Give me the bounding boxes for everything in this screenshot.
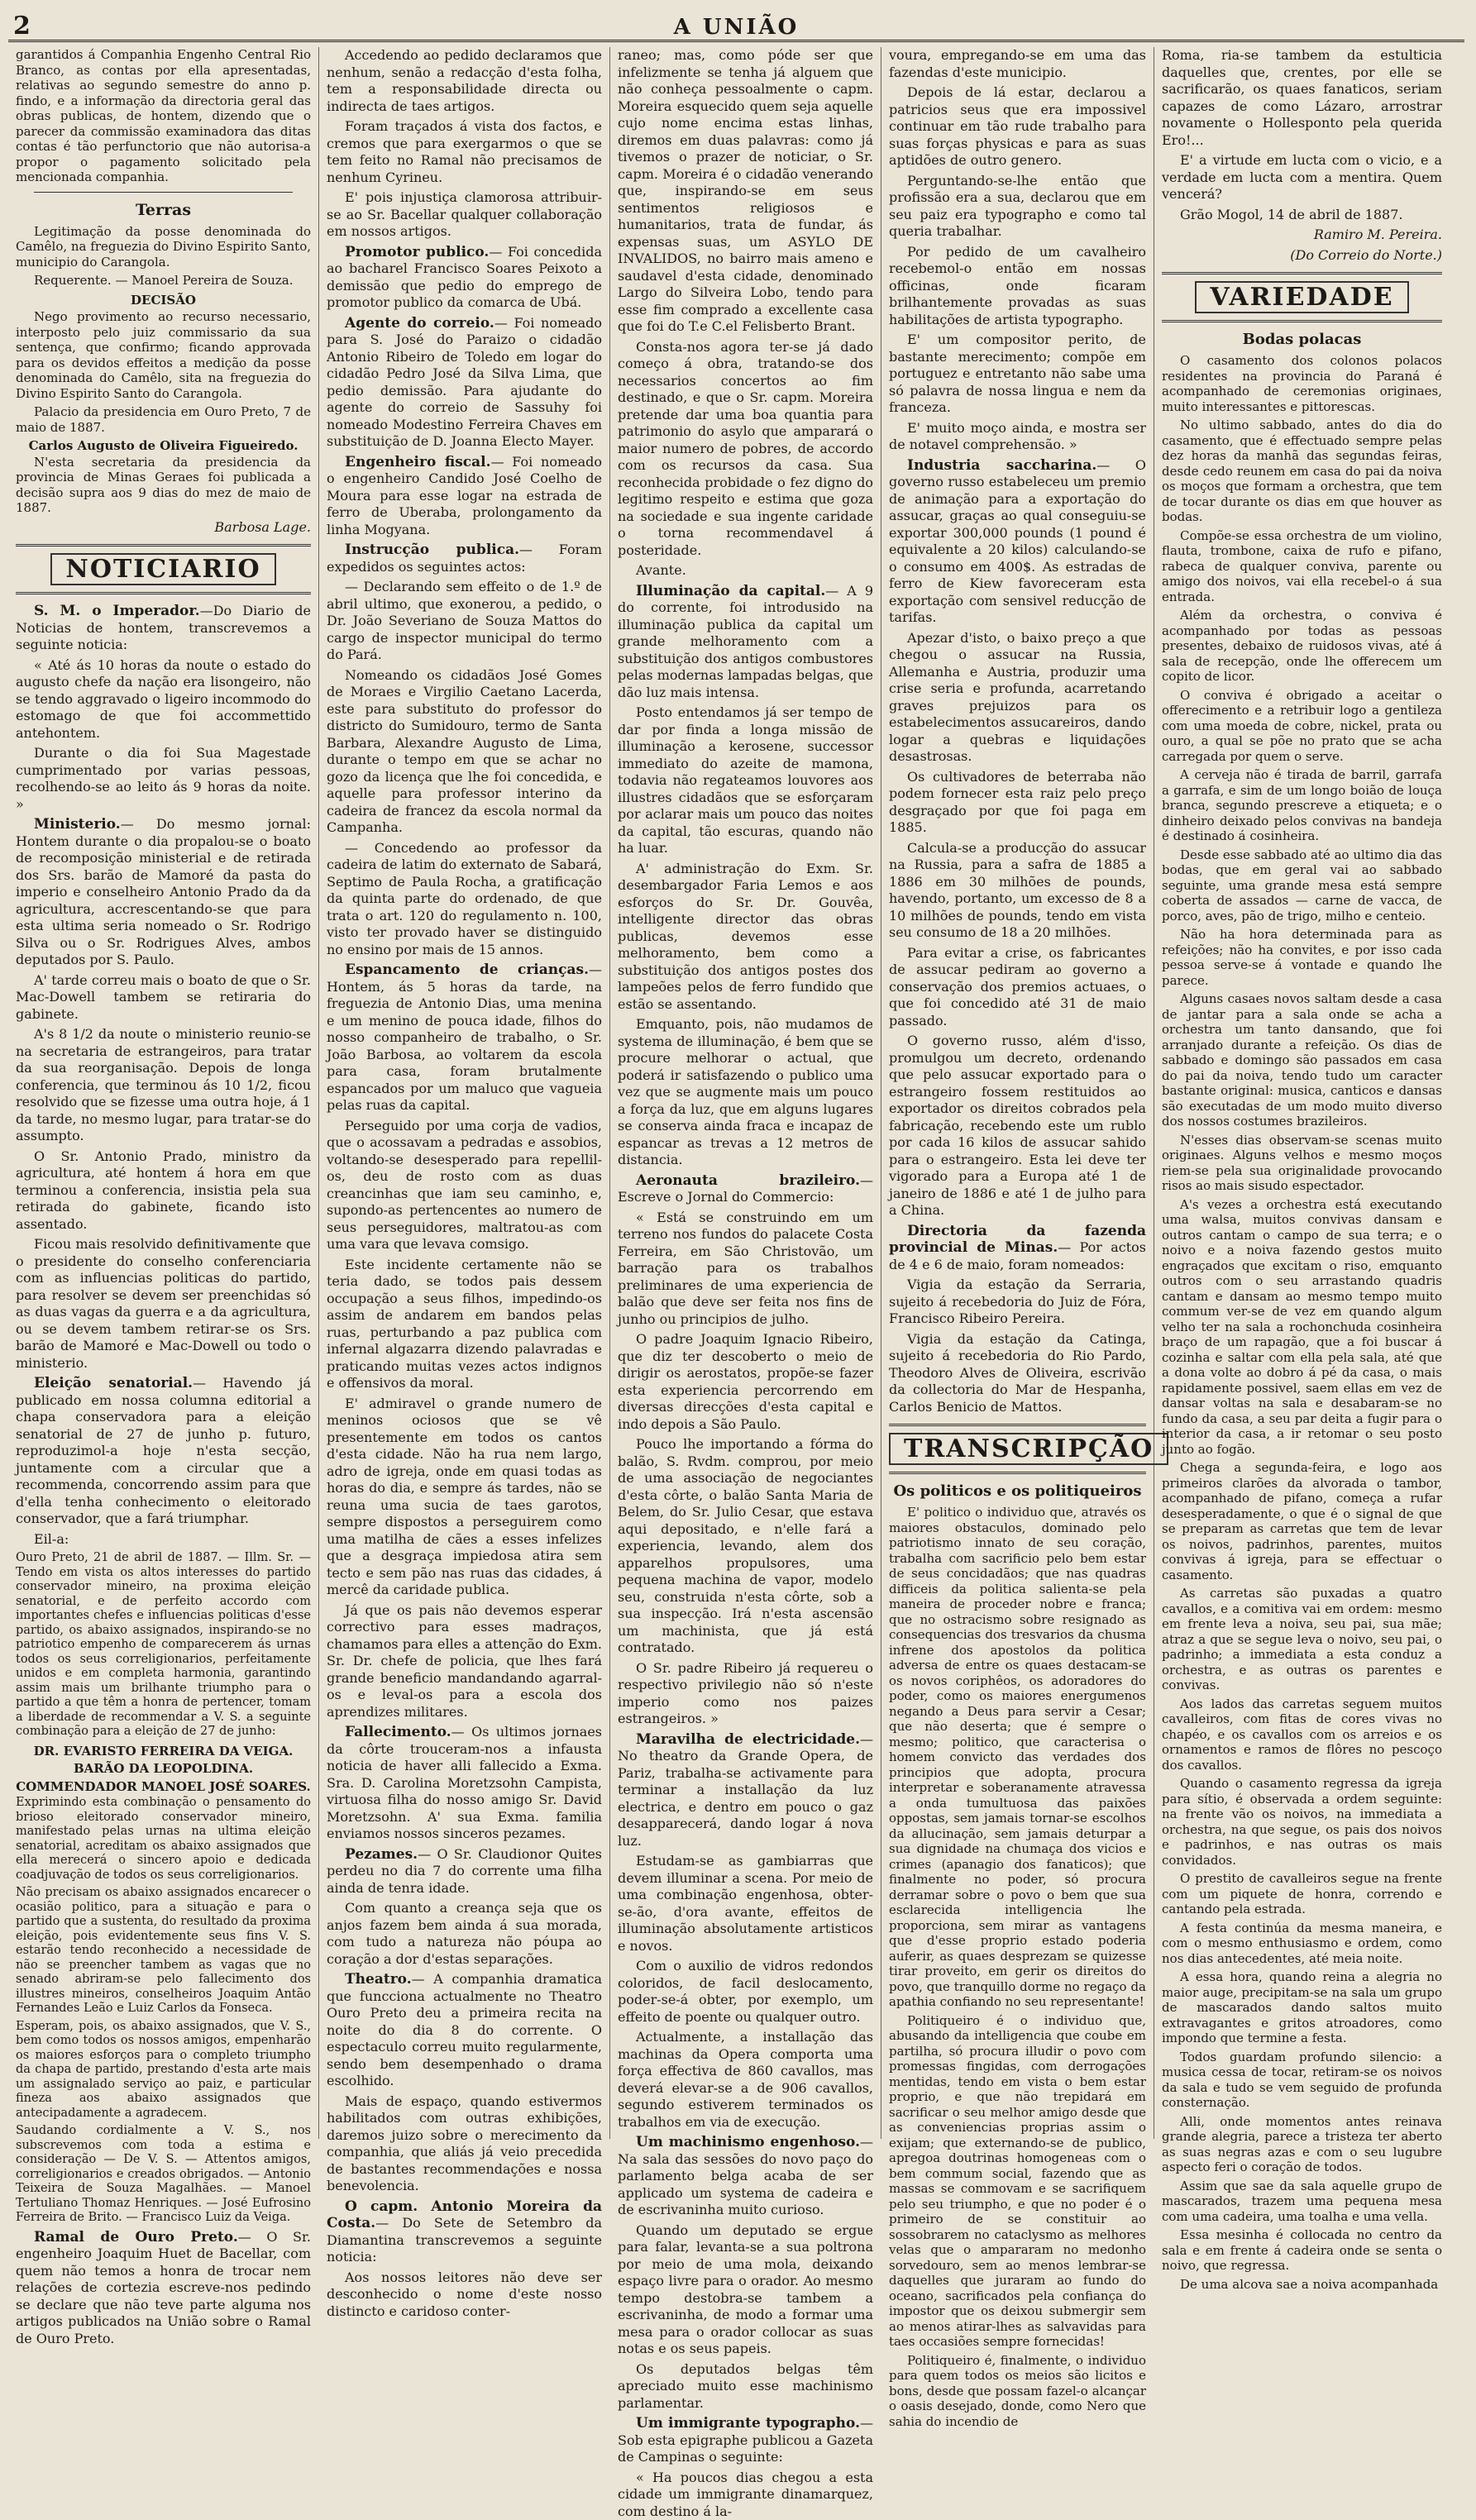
paragraph: Alguns casaes novos saltam desde a casa de jantar para a sala onde se acha a orchestra um tanto dansando, que foi arranjado durante a refeição. Os dias de sabbado e domingo são passados em casa do pai da noiva, tendo tudo um caracter bastante original: musica, canticos e dansas são executadas de um modo muito diverso dos nossos costumes brazileiros. (1162, 991, 1442, 1129)
article-title: Promotor publico. (345, 244, 489, 260)
paragraph: « Está se construindo em um terreno nos fundos do palacete Costa Ferreira, em São Christovão, um barração para os trabalhos preliminares de uma experiencia de balão que deve ser feita nos fins de junho ou principios de julho. (618, 1210, 873, 1329)
section-banner-variedade (1162, 272, 1442, 322)
section-banner-transcripcao (889, 1424, 1146, 1474)
article-text: — Do mesmo jornal: Hontem durante o dia propalou-se o boato de recomposição ministerial e de retirada dos Srs. barão de Mamoré da pasta do imperio e conselheiro Antonio Prado da da agricultura, accrescentando-se que para esta ultima seria nomeado o Sr. Rodrigo Silva ou o Sr. Rodrigues Alves, ambos deputados por S. Paulo. (16, 816, 311, 967)
paragraph: Emquanto, pois, não mudamos de systema de illuminação, é bem que se procure melhorar o actual, que poderá ir satisfazendo o publico uma vez que se augmente mais um pouco a força da luz, que em alguns lugares se conserva ainda fraca e incapaz de espancar as trevas a 12 metros de distancia. (618, 1016, 873, 1169)
paragraph: Vigia da estação da Serraria, sujeito á recebedoria do Juiz de Fóra, Francisco Ribeiro Pereira. (889, 1277, 1146, 1328)
article-heading: Bodas polacas (1162, 331, 1442, 348)
paragraph: Pouco lhe importando a fórma do balão, S. Rvdm. comprou, por meio de uma associação de negociantes d'esta côrte, o balão Santa Maria de Belem, do Sr. Julio Cesar, que estava aqui depositado, e n'elle fará a experiencia, levando, alem dos apparelhos propulsores, uma pequena machina de vapor, modelo seu, construida n'esta côrte, sob a sua inspecção. Irá n'esta ascensão um machinista, que já está contratado. (618, 1436, 873, 1657)
article-title: Directoria da fazenda provincial de Minas. (889, 1223, 1146, 1257)
paragraph: Apezar d'isto, o baixo preço a que chegou o assucar na Russia, Allemanha e Austria, produzir uma crise seria e profunda, acarretando graves prejuizos para os estabelecimentos assucareiros, dando logar a quebras e liquidações desastrosas. (889, 630, 1146, 766)
candidate-name: BARÃO DA LEOPOLDINA. (16, 1760, 311, 1778)
signature: Carlos Augusto de Oliveira Figueiredo. (16, 438, 311, 454)
paragraph: Estudam-se as gambiarras que devem illuminar a scena. Por meio de uma combinação engenhosa, obter-se-ão, d'ora avante, effeitos de illuminação absolutamente artisticos e novos. (618, 1853, 873, 1954)
article-heading: Os politicos e os politiqueiros (889, 1482, 1146, 1500)
paragraph: Aos nossos leitores não deve ser desconhecido o nome d'este nosso distincto e caridoso conter- (327, 2269, 602, 2321)
columns (8, 47, 1464, 2139)
paragraph: Este incidente certamente não se teria dado, se todos pais dessem occupação a seus filhos, impedindo-os assim de andarem em bandos pelas ruas, perturbando a paz publica com infernal algazarra dizendo palavradas e praticando muitas vezes actos indignos e offensivos da moral. (327, 1257, 602, 1392)
paragraph: « Ha poucos dias chegou a esta cidade um immigrante dinamarquez, com destino á la- (618, 2470, 873, 2520)
paragraph: Quando um deputado se ergue para falar, levanta-se a sua poltrona por meio de uma mola, deixando espaço livre para o orador. Ao mesmo tempo destobra-se tambem a escrivaninha, de modo a formar uma mesa para o orador collocar as suas notas e os seus papeis. (618, 2222, 873, 2358)
article-title: Um machinismo engenhoso. (636, 2134, 860, 2150)
article-title: Pezames. (345, 1846, 418, 1863)
paragraph: Politiqueiro é, finalmente, o individuo para quem todos os meios são licitos e bons, desde que possam fazel-o alcançar o oasis desejado, donde, como Nero que sahia do incendio de (889, 2353, 1146, 2430)
article-title: Espancamento de crianças. (345, 962, 589, 978)
paragraph: Palacio da presidencia em Ouro Preto, 7 de maio de 1887. (16, 404, 311, 435)
article-text: — O Sr. Claudionor Quites perdeu no dia 7 do corrente uma filha ainda de tenra idade. (327, 1846, 602, 1896)
column-4 (881, 47, 1154, 2139)
paragraph: Aos lados das carretas seguem muitos cavalleiros, com fitas de cores vivas no chapéo, e os cavallos com os arreios e os ornamentos e ramos de flôres no pescoço dos cavallos. (1162, 1697, 1442, 1773)
paragraph: Chega a segunda-feira, e logo aos primeiros clarões da alvorada o tambor, acompanhado de pifano, começa a rufar desesperadamente, o que é o signal de que se preparam as carretas que tem de levar os noivos, padrinhos, parentes, muitos convivas á igreja, para se effectuar o casamento. (1162, 1460, 1442, 1582)
article-text: — Foi concedida ao bacharel Francisco Soares Peixoto a demissão que pedio do emprego de promotor publico da comarca de Ubá. (327, 244, 602, 311)
paragraph: Saudando cordialmente a V. S., nos subscrevemos com toda a estima e consideração — De V. S. — Attentos amigos, correligionarios e creados obrigados. — Antonio Teixeira de Souza Magalhães. — Manoel Tertuliano Thomaz Henriques. — José Eufrosino Ferreira de Brito. — Francisco Luiz da Veiga. (16, 2124, 311, 2226)
paragraph: Grão Mogol, 14 de abril de 1887. (1162, 207, 1442, 224)
paragraph: Avante. (618, 562, 873, 580)
paragraph: Posto entendamos já ser tempo de dar por finda a longa missão de illuminação a kerosene, successor immediato do azeite de mamona, todavia não regateamos louvores aos illustres cidadãos que se esforçaram por aclarar mais um pouco das noites da capital, tão escuras, quando não ha luar. (618, 704, 873, 857)
paragraph: No ultimo sabbado, antes do dia do casamento, que é effectuado sempre pelas dez horas da manhã das segundas feiras, desde cedo reunem em casa do pai da noiva os moços que formam a orchestra, que tem de tocar durante os dias em que houver as bodas. (1162, 418, 1442, 525)
banner-title: TRANSCRIPÇÃO (889, 1433, 1168, 1465)
paragraph: As carretas são puxadas a quatro cavallos, e a comitiva vai em ordem: mesmo em frente leva a noiva, seu pai, sua mãe; atraz a que se segue leva o noivo, seu pai, o padrinho; a immediata a esta conduz a orchestra, e as outras os parentes e convivas. (1162, 1586, 1442, 1693)
paragraph: E' pois injustiça clamorosa attribuir-se ao Sr. Bacellar qualquer collaboração em nossos artigos. (327, 189, 602, 241)
article-title: Theatro. (345, 1971, 412, 1988)
article-title: Aeronauta brazileiro. (636, 1172, 860, 1189)
candidate-name: DR. EVARISTO FERREIRA DA VEIGA. (16, 1743, 311, 1760)
paragraph: A' tarde correu mais o boato de que o Sr. Mac-Dowell tambem se retiraria do gabinete. (16, 972, 311, 1024)
paragraph: Legitimação da posse denominada do Camêlo, na freguezia do Divino Espirito Santo, municipio do Carangola. (16, 224, 311, 270)
paragraph: E' a virtude em lucta com o vicio, e a verdade em lucta com a mentira. Quem vencerá? (1162, 152, 1442, 203)
article-title: Maravilha de electricidade. (636, 1731, 860, 1748)
paragraph: Consta-nos agora ter-se já dado começo á obra, tratando-se dos necessarios concertos ao fim destinado, e que o Sr. capm. Moreira pretende dar uma boa quantia para patrimonio do asylo que amparará o maior numero de pobres, de accordo com os recursos da casa. Sua reconhecida probidade o fez digno do legitimo respeito e estima que goza na sociedade e sua ingente caridade o torna recommendavel á posteridade. (618, 339, 873, 560)
article-text: — Foram expedidos os seguintes actos: (327, 542, 602, 575)
paragraph: O Sr. padre Ribeiro já requereu o respectivo privilegio não só n'este imperio como nos paizes estrangeiros. » (618, 1660, 873, 1728)
candidate-name: COMMENDADOR MANOEL JOSÉ SOARES. (16, 1778, 311, 1796)
article-text: — Foi nomeado o engenheiro Candido José Coelho de Moura para esse logar na estrada de ferro de Uberaba, prolongamento da linha Mogyana. (327, 454, 602, 537)
article-text: — Escreve o Jornal do Commercio: (618, 1172, 873, 1205)
paragraph: Com o auxilio de vidros redondos coloridos, de facil deslocamento, poder-se-á obter, por exemplo, um effeito de poente ou qualquer outro. (618, 1958, 873, 2026)
paragraph: Perseguido por uma corja de vadios, que o acossavam a pedradas e assobios, voltando-se desesperado para repellil-os, deu de rosto com as duas creancinhas que iam seu caminho, e, supondo-as pertencentes ao numero de seus perseguidores, maltratou-as com uma vara que levava comsigo. (327, 1118, 602, 1253)
paragraph: Por pedido de um cavalheiro recebemol-o então em nossas officinas, onde ficaram brilhantemente provadas as suas habilitações de artista typographo. (889, 244, 1146, 329)
paragraph: Os deputados belgas têm apreciado muito esse machinismo parlamentar. (618, 2361, 873, 2413)
article-title: Industria saccharina. (907, 457, 1096, 474)
paragraph: Accedendo ao pedido declaramos que nenhum, senão a redacção d'esta folha, tem a responsabilidade directa ou indirecta de taes artigos. (327, 47, 602, 115)
paragraph: Não precisam os abaixo assignados encarecer o ocasião politico, para a situação e para o partido que a sustenta, do resultado da proxima eleição, pois evidentemente seus fins V. S. estarão tendo reconhecido a necessidade de não se preencher tambem as vagas que no senado abriram-se pelo fallecimento dos illustres mineiros, conselheiros Joaquim Antão Fernandes Leão e Luiz Carlos da Fonseca. (16, 1886, 311, 2016)
paragraph: E' admiravel o grande numero de meninos ociosos que se vê presentemente em todos os cantos d'esta cidade. Não ha rua nem largo, adro de igreja, onde em quasi todas as horas do dia, e sempre ás tardes, não se reuna uma sucia de taes garotos, sempre dispostos a perseguirem como uma matilha de cães a esses infelizes que a desgraça impiedosa atira sem tecto e sem pão nas ruas das cidades, á mercê da caridade publica. (327, 1396, 602, 1599)
paragraph: « Até ás 10 horas da noute o estado do augusto chefe da nação era lisongeiro, não se tendo aggravado o ligeiro incommodo do estomago de que foi accommettido antehontem. (16, 657, 311, 742)
article-title: O capm. Antonio Moreira da Costa. (327, 2198, 602, 2232)
article-title: Um immigrante typographo. (636, 2415, 860, 2432)
paragraph: Além da orchestra, o conviva é acompanhado por todas as pessoas presentes, debaixo de ruidosos vivas, até á sala de recepção, onde lhe offerecem um copito de licor. (1162, 608, 1442, 685)
page-number: 2 (13, 12, 31, 41)
paragraph: — Concedendo ao professor da cadeira de latim do externato de Sabará, Septimo de Paula Rocha, a gratificação da quinta parte do ordenado, de que trata o art. 120 do regulamento n. 100, visto ter provado haver se distinguido no ensino por mais de 15 annos. (327, 840, 602, 959)
article-text: — O governo russo estabeleceu um premio de animação para a exportação do assucar, graças ao qual conseguiu-se exportar 300,000 pounds (1 pound é equivalente a 20 kilos) calculando-se o consumo em 400$. As estradas de ferro de Kiew favoreceram esta exportação com sensivel reducção de tarifas. (889, 457, 1146, 626)
paragraph: O casamento dos colonos polacos residentes na provincia do Paraná é acompanhado de ceremonias originaes, muito interessantes e pittorescas. (1162, 353, 1442, 414)
paragraph: Exprimindo esta combinação o pensamento do brioso eleitorado conservador mineiro, manifestado pelas urnas na ultima eleição senatorial, acreditam os abaixo assignados que ella merecerá o sincero apoio e dedicada coadjuvação de todos os seus correligionarios. (16, 1796, 311, 1883)
paragraph: Nomeando os cidadãos José Gomes de Moraes e Virgilio Caetano Lacerda, este para substituto do professor do districto do Sumidouro, termo de Santa Barbara, Alexandre Augusto de Lima, durante o tempo em que se achar no gozo da licença que lhe foi concedida, e aquelle para professor interino da cadeira de francez da escola normal da Campanha. (327, 667, 602, 837)
newspaper-title: A UNIÃO (8, 15, 1464, 40)
article-title: Illuminação da capital. (636, 583, 825, 599)
column-5 (1154, 47, 1450, 2139)
paragraph: raneo; mas, como póde ser que infelizmente se tenha já alguem que não conheça pessoalmente o capm. Moreira esquecido quem seja aquelle cujo nome encima estas linhas, diremos em duas palavras: como já tivemos o prazer de noticiar, o Sr. capm. Moreira é o cidadão venerando que, inspirando-se em seus sentimentos religiosos e humanitarios, trata de fundar, ás expensas suas, um ASYLO DE INVALIDOS, no bairro mais ameno e saudavel d'esta cidade, denominado Largo do Silveira Lobo, tendo para esse fim comprado a excellente casa que foi do T.e C.el Felisberto Brant. (618, 47, 873, 336)
paragraph: Requerente. — Manoel Pereira de Souza. (16, 273, 311, 289)
paragraph: A's vezes a orchestra está executando uma walsa, muitos convivas dansam e outros cantam o campo de sua terra; e o noivo e a noiva fazendo gestos muito engraçados que excitam o riso, emquanto outros com o seu arrastando quadris cantam e dansam ao mesmo tempo muito commum ver-se de vez em quando algum velho ter na sala a rochonchuda cosinheira braço de um rapagão, que a foi buscar á cozinha e saltar com ella pela sala, até que a dona volte ao dobro á pé da casa, o mais rapidamente possivel, saem ellas em vez de dansar voltas na sala e desabaram-se no fundo da casa, a seu par deita a fugir para o interior da casa, a ir retomar o seu posto junto ao fogão. (1162, 1197, 1442, 1458)
article-title: Engenheiro fiscal. (345, 454, 491, 470)
paragraph: E' um compositor perito, de bastante merecimento; compõe em portuguez e entretanto não sabe uma só palavra de nossa lingua e nem da franceza. (889, 332, 1146, 417)
divider (34, 192, 293, 193)
article-text: — Foi nomeado para S. José do Paraizo o cidadão Antonio Ribeiro de Toledo em logar do cidadão Pedro José da Silva Lima, que pedio demissão. Para ajudante do agente do correio de Sassuhy foi nomeado Modestino Ferreira Chaves em substituição de D. Joanna Electo Mayer. (327, 315, 602, 450)
paragraph: N'esses dias observam-se scenas muito originaes. Alguns velhos e mesmo moços riem-se pela sua originalidade provocando risos ao mais sisudo espectador. (1162, 1133, 1442, 1194)
column-2 (319, 47, 610, 2139)
paragraph: Desde esse sabbado até ao ultimo dia das bodas, que em geral vai ao sabbado seguinte, uma grande mesa está sempre coberta de assados — carne de vacca, de porco, aves, pão de trigo, milho e centeio. (1162, 847, 1442, 924)
paragraph: Eil-a: (16, 1531, 311, 1549)
paragraph: Vigia da estação da Catinga, sujeito á recebedoria do Rio Pardo, Theodoro Alves de Oliveira, escrivão da collectoria do Mar de Hespanha, Carlos Benicio de Mattos. (889, 1331, 1146, 1416)
paragraph: Depois de lá estar, declarou a patricios seus que era impossivel continuar em tão rude trabalho para suas forças physicas e para as suas aptidões de outro genero. (889, 84, 1146, 169)
paragraph: Mais de espaço, quando estivermos habilitados com outras exhibições, daremos juizo sobre o merecimento da companhia, que aliás já veio precedida de bastantes recommendações e nossa benevolencia. (327, 2093, 602, 2195)
article-text: — Por actos de 4 e 6 de maio, foram nomeados: (889, 1239, 1146, 1272)
paragraph: Todos guardam profundo silencio: a musica cessa de tocar, retiram-se os noivos da sala e tudo se vem seguido de profunda consternação. (1162, 2050, 1442, 2111)
paragraph: — Declarando sem effeito o de 1.º de abril ultimo, que exonerou, a pedido, o Dr. João Severiano de Souza Mattos do cargo de inspector municipal do termo do Pará. (327, 579, 602, 664)
paragraph: Compõe-se essa orchestra de um violino, flauta, trombone, caixa de rufo e pifano, rabeca de qualquer conviva, parente ou amigo dos noivos, vai ella recebel-o á sua entrada. (1162, 528, 1442, 605)
paragraph: Para evitar a crise, os fabricantes de assucar pediram ao governo a conservação dos premios actuaes, o que foi concedido até 31 de maio passado. (889, 945, 1146, 1030)
source-credit: (Do Correio do Norte.) (1162, 247, 1442, 265)
column-1 (8, 47, 319, 2139)
paragraph: Foram traçados á vista dos factos, e cremos que para exergarmos o que se tem feito no Ramal não precisamos de nenhum Cyrineu. (327, 118, 602, 186)
section-title-terras: Terras (16, 201, 311, 219)
article-title: S. M. o Imperador. (34, 603, 200, 619)
paragraph: voura, empregando-se em uma das fazendas d'este municipio. (889, 47, 1146, 81)
paragraph: Ficou mais resolvido definitivamente que o presidente do conselho conferenciaria com as influencias politicas do partido, para resolver se devem ser preenchidas só as duas vagas da guerra e a da agricultura, ou se devem tambem retirar-se os Srs. barão de Mamoré e Mac-Dowell ou todo o ministerio. (16, 1236, 311, 1372)
paragraph: Actualmente, a installação das machinas da Opera comporta uma força effectiva de 860 cavallos, mas deverá elevar-se a de 906 cavallos, segundo estiverem terminados os trabalhos em via de execução. (618, 2029, 873, 2131)
banner-title: NOTICIARIO (50, 553, 275, 585)
paragraph: Já que os pais não devemos esperar correctivo para esses madraços, chamamos para elles a attenção do Exm. Sr. Dr. chefe de policia, que lhes fará grande beneficio mandandando agarral-os e leval-os para a escola dos aprendizes militares. (327, 1602, 602, 1721)
paragraph: O prestito de cavalleiros segue na frente com um piquete de honra, correndo e cantando pela estrada. (1162, 1871, 1442, 1917)
paragraph: O Sr. Antonio Prado, ministro da agricultura, até hontem á hora em que terminou a conferencia, insistia pela sua retirada do gabinete, ficando isto assentado. (16, 1148, 311, 1234)
paragraph: O governo russo, além d'isso, promulgou um decreto, ordenando que pelo assucar exportado para o estrangeiro fossem restituidos ao exportador os direitos cobrados pela fabricação, recebendo este um rublo por cada 16 kilos de assucar sahido para o estrangeiro. Esta lei deve ter vigorado para a Europa até 1 de janeiro de 1886 e até 1 de julho para a China. (889, 1033, 1146, 1219)
article-title: Agente do correio. (345, 315, 494, 332)
article-text: —Do Diario de Noticias de hontem, transcrevemos a seguinte noticia: (16, 603, 311, 652)
article-text: — A companhia dramatica que funcciona actualmente no Theatro Ouro Preto deu a primeira recita na noite do dia 8 do corrente. O espectaculo correu muito regularmente, sendo bem desempenhado o drama escolhido. (327, 1971, 602, 2088)
paragraph: Durante o dia foi Sua Magestade cumprimentado por varias pessoas, recolhendo-se ao leito ás 9 horas da noite. » (16, 745, 311, 813)
paragraph: N'esta secretaria da presidencia da provincia de Minas Geraes foi publicada a decisão supra aos 9 dias do mez de maio de 1887. (16, 455, 311, 516)
paragraph: Esperam, pois, os abaixo assignados, que V. S., bem como todos os nossos amigos, empenharão os maiores esforços para o completo triumpho da chapa de partido, prestando d'esta arte mais um assignalado serviço ao paiz, e particular fineza aos abaixo assignados que antecipadamente a agradecem. (16, 2020, 311, 2121)
paragraph: Alli, onde momentos antes reinava grande alegria, parece a tristeza ter aberto as suas negras azas e com o seu lugubre aspecto feri o coração de todos. (1162, 2114, 1442, 2175)
paragraph: Essa mesinha é collocada no centro da sala e em frente á cadeira onde se senta o noivo, que regressa. (1162, 2227, 1442, 2274)
article-text: — Na sala das sessões do novo paço do parlamento belga acaba de ser applicado um systema de cadeira e de escrivaninha muito curioso. (618, 2134, 873, 2217)
paragraph: Com quanto a creança seja que os anjos fazem bem ainda á sua morada, com tudo a natureza não póupa ao coração a dor d'estas separações. (327, 1900, 602, 1968)
article-text: — Havendo já publicado em nossa columna editorial a chapa conservadora para a eleição senatorial de 27 de junho p. futuro, reproduzimol-a hoje n'esta secção, juntamente com a circular que a recommenda, concorrendo assim para que d'ella tenha conhecimento o eleitorado conservador, que a fará triumphar. (16, 1375, 311, 1526)
paragraph: A cerveja não é tirada de barril, garrafa a garrafa, e sim de um longo boião de louça branca, segundo prescreve a etiqueta; e o dinheiro deixado pelos convivas na bandeja é destinado á cosinheira. (1162, 767, 1442, 844)
paragraph: Quando o casamento regressa da igreja para sítio, é observada a ordem seguinte: na frente vão os noivos, na immediata a orchestra, na que segue, os pais dos noivos e padrinhos, e nas outras os mais convidados. (1162, 1776, 1442, 1868)
banner-title: VARIEDADE (1195, 281, 1408, 313)
paragraph: Ouro Preto, 21 de abril de 1887. — Illm. Sr. — Tendo em vista os altos interesses do partido conservador mineiro, na proxima eleição senatorial, e de perfeito accordo com importantes chefes e influencias politicas d'esse partido, os abaixo assignados, inspirando-se no patriotico empenho de comparecerem ás urnas todos os seus correligionarios, perfeitamente unidos e em completa harmonia, garantindo assim mais um brilhante triumpho para o partido a que têm a honra de pertencer, tomam a liberdade de recommendar a V. S. a seguinte combinação para a eleição de 27 de junho: (16, 1551, 311, 1740)
article-text: — Sob esta epigraphe publicou a Gazeta de Campinas o seguinte: (618, 2415, 873, 2465)
signature: Ramiro M. Pereira. (1162, 227, 1442, 244)
paragraph: Nego provimento ao recurso necessario, interposto pelo juiz commissario da sua sentença, que confirmo; ficando approvada para os devidos effeitos a medição da posse denominada do Camêlo, sita na freguezia do Divino Espirito Santo do Carangola. (16, 309, 311, 401)
decision-label: DECISÃO (16, 292, 311, 309)
paragraph: A essa hora, quando reina a alegria no maior auge, precipitam-se na sala um grupo de mascarados dando saltos muito extravagantes e gritos atroadores, como impondo que termine a festa. (1162, 1969, 1442, 2046)
paragraph: Roma, ria-se tambem da estulticia daquelles que, crentes, por elle se sacrificarão, os quaes fanaticos, seriam capazes de como Lázaro, arrostrar novamente o Hollesponto pela querida Ero!... (1162, 47, 1442, 149)
article-text: — O Sr. engenheiro Joaquim Huet de Bacellar, com quem não temos a honra de trocar nem relações de cortezia escreve-nos pedindo se declare que não teve parte alguma nos artigos publicados na União sobre o Ramal de Ouro Preto. (16, 2229, 311, 2346)
article-text: — Os ultimos jornaes da côrte trouceram-nos a infausta noticia de haver alli fallecido a Exma. Sra. D. Carolina Moretzsohn Campista, virtuosa filha do nosso amigo Sr. David Moretzsohn. A' sua Exma. familia enviamos nossos sinceros pezames. (327, 1724, 602, 1841)
masthead (8, 12, 1464, 42)
article-text: — No theatro da Grande Opera, de Pariz, trabalha-se activamente para terminar a installação da luz electrica, e dentro em pouco o gaz desapparecerá, dando logar á nova luz. (618, 1731, 873, 1849)
paragraph: Não ha hora determinada para as refeições; não ha convites, e por isso cada pessoa serve-se á vontade e quando lhe parece. (1162, 927, 1442, 988)
paragraph: E' muito moço ainda, e mostra ser de notavel comprehensão. » (889, 420, 1146, 454)
paragraph: A's 8 1/2 da noute o ministerio reunio-se na secretaria de estrangeiros, para tratar da sua reorganisação. Depois de longa conferencia, que terminou ás 10 1/2, ficou resolvido que se fizesse uma outra hoje, á 1 da tarde, no mesmo lugar, para tratar-se do assumpto. (16, 1026, 311, 1145)
paragraph: Assim que sae da sala aquelle grupo de mascarados, trazem uma pequena mesa com uma cadeira, uma toalha e uma vella. (1162, 2179, 1442, 2225)
paragraph: O conviva é obrigado a aceitar o offerecimento e a retribuir logo a gentileza com uma moeda de cobre, nickel, prata ou ouro, a qual se põe no prato que se acha carregada por quem o serve. (1162, 688, 1442, 765)
paragraph: Os cultivadores de beterraba não podem fornecer esta raiz pelo preço desgraçado por que foi paga em 1885. (889, 769, 1146, 837)
article-title: Ramal de Ouro Preto. (34, 2229, 238, 2246)
paragraph: A festa continúa da mesma maneira, e com o mesmo enthusiasmo e ordem, como nos dias antecedentes, até meia noite. (1162, 1921, 1442, 1967)
article-title: Ministerio. (34, 816, 121, 833)
signature: Barbosa Lage. (16, 519, 311, 537)
article-title: Fallecimento. (345, 1724, 451, 1740)
article-text: — A 9 do corrente, foi introdusido na illuminação publica da capital um grande melhoramento com a substituição dos antigos combustores pelas modernas lampadas belgas, que dão luz mais intensa. (618, 583, 873, 700)
section-banner-noticiario (16, 544, 311, 594)
paragraph: A' administração do Exm. Sr. desembargador Faria Lemos e aos esforços do Sr. Dr. Gouvêa, intelligente director das obras publicas, devemos esse melhoramento, bem como a substituição dos antigos postes dos lampeões pelos de ferro fundido que estão se assentando. (618, 861, 873, 1014)
paragraph: O padre Joaquim Ignacio Ribeiro, que diz ter descoberto o meio de dirigir os aerostatos, propõe-se fazer esta experiencia percorrendo em diversas direcções d'esta capital e indo depois a São Paulo. (618, 1331, 873, 1433)
paragraph: E' politico o individuo que, através os maiores obstaculos, dominado pelo patriotismo innato de seu coração, trabalha com sacrificio pelo bem estar de seus concidadãos; que nas quadras difficeis da politica salienta-se pela maneira de proceder nobre e franca; que no ostracismo sobre resignado as consequencias dos tresvarios da chusma infrene dos apostolos da politica adversa de entre os quaes destacam-se os novos coriphêos, os adoradores do poder, como os maiores energumenos negando a Deus para servir a Cesar; que não deserta; que é sempre o mesmo; politico, que caracterisa o homem convicto das verdades dos principios que adopta, procura interpretar e soberanamente atravessa a onda tumultuosa das paixões oppostas, sem jamais tornar-se escolhos da allucinação, sem jamais deturpar a sua dignidade na chumaça dos vicios e crimes (apanagio dos fanaticos); que finalmente no poder, só procura derramar sobre o povo o bem que sua esclarecida intelligencia lhe proporciona, sem mirar as vantagens que d'esse proprio estado poderia auferir, as quaes desprezam se quizesse tirar proveito, em gerir os direitos do povo, que tranquillo dorme no regaço da apathia confiando no seu representante! (889, 1505, 1146, 2010)
paragraph: garantidos á Companhia Engenho Central Rio Branco, as contas por ella apresentadas, relativas ao segundo semestre do anno p. findo, e a informação da directoria geral das obras publicas, de hontem, dizendo que o parecer da commissão examinadora das ditas contas é tão perfunctorio que não autorisa-a propor o pagamento solicitado pela mencionada companhia. (16, 47, 311, 185)
paragraph: Perguntando-se-lhe então que profissão era a sua, declarou que em seu paiz era typographo e como tal queria trabalhar. (889, 173, 1146, 241)
article-text: — Hontem, ás 5 horas da tarde, na freguezia de Antonio Dias, uma menina e um menino de pouca idade, filhos do nosso companheiro de trabalho, o Sr. João Barbosa, ao voltarem da escola para casa, foram brutalmente espancados por um maluco que vagueia pelas ruas da capital. (327, 962, 602, 1113)
article-text: — Do Sete de Setembro da Diamantina transcrevemos a seguinte noticia: (327, 2215, 602, 2265)
article-title: Eleição senatorial. (34, 1375, 193, 1391)
article-title: Instrucção publica. (345, 542, 519, 558)
paragraph: Calcula-se a producção do assucar na Russia, para a safra de 1885 a 1886 em 30 milhões de pounds, havendo, portanto, um excesso de 8 a 10 milhões de pounds, tendo em vista seu consumo de 18 a 20 milhões. (889, 840, 1146, 942)
paragraph: De uma alcova sae a noiva acompanhada (1162, 2277, 1442, 2293)
column-3 (610, 47, 881, 2139)
paragraph: Politiqueiro é o individuo que, abusando da intelligencia que coube em partilha, só procura illudir o povo com promessas fingidas, com derrogações mentidas, tendo em vista o bem estar proprio, e que não trepidará em sacrificar o seu melhor amigo desde que as conveniencias proprias assim o exijam; que externando-se de publico, apregoa doutrinas homogeneas com o bem commum social, fazendo que as massas se commovam e se sacrifiquem pelo seu triumpho, e que no poder é o primeiro de se constituir ao sossobrarem no cataclysmo as melhores velas que o ampararam no medonho sorvedouro, sem ao menos lembrar-se daquelles que juraram ao fundo do oceano, sacrificados pela confiança do impostor que os deixou submergir sem ao menos atirar-lhes as salvavidas para taes occasiões sempre fornecidas! (889, 2013, 1146, 2350)
